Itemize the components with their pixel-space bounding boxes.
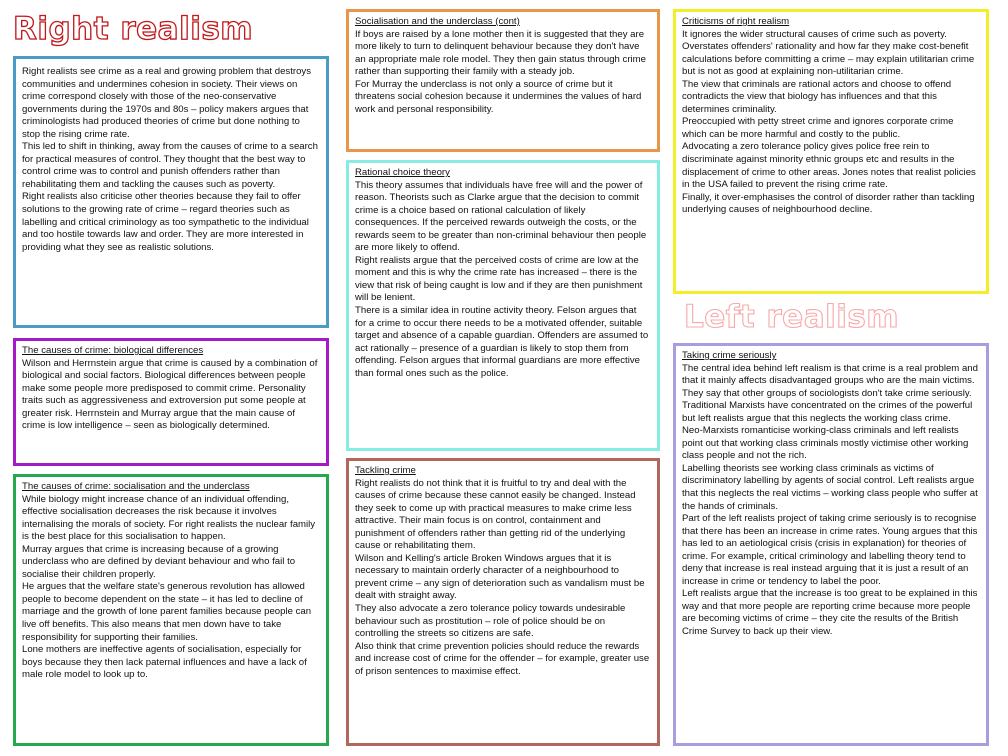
left-realism-paragraph: Left realists argue that the increase is too great to be explained in this way and that more people are reporting crime because more people are becoming victims of crime – they cite the results of the British Crime Survey to back up their view. — [682, 588, 978, 638]
tackling-crime-paragraph: Also think that crime prevention policies should reduce the rewards and increase cost of crime for the offender – for example, greater use of prison sentences to maximise effect. — [355, 640, 650, 677]
tackling-crime-paragraph: Wilson and Kelling's article Broken Windows argues that it is necessary to maintain orderly character of a neighbourhood to prevent crime – any sign of deterioration such as vandalism must be dealt with straight away. — [355, 552, 645, 602]
criticisms-box — [673, 9, 989, 294]
tackling-crime-box — [346, 458, 660, 746]
left-realism-paragraph: Part of the left realists project of taking crime seriously is to recognise that there has been an increase in crime rates. Young argues that this has led to an aetiological crisis (crisis in explanation) for theories of crime. For example, critical criminology and labelling theory tend to deny that increase is real instead arguing that it is just a result of an increase in crime or tendency to label the poor. — [682, 513, 978, 587]
rational-choice-paragraph: This theory assumes that individuals have free will and the power of reason. Theorists such as Clarke argue that the decision to commit crime is a choice based on rational calculation of likely consequences. If the perceived rewards outweigh the costs, or the rewards seem to be greater than non-criminal behaviour then people are more likely to offend. — [355, 179, 647, 254]
socialisation-paragraph: Lone mothers are ineffective agents of socialisation, especially for boys because they then lack paternal influences and have a lack of male role model to look up to. — [22, 644, 307, 681]
criticisms-paragraph: Overstates offenders' rationality and how far they make cost-benefit calculations before committing a crime – may explain utilitarian crime but is not as good at explaining non-utilitarian crime. — [682, 41, 975, 78]
rational-choice-paragraph: Right realists argue that the perceived costs of crime are low at the moment and this is why the crime rate has increased – there is the view that risk of being caught is low and if they are then punishment will be lenient. — [355, 254, 643, 304]
criticisms-paragraph: Preoccupied with petty street crime and ignores corporate crime which can be more harmful and costly to the public. — [682, 116, 954, 140]
rational-choice-paragraph: There is a similar idea in routine activity theory. Felson argues that for a crime to occur there needs to be a motivated offender, suitable target and absence of a capable guardian. Offenders are assumed to act rationally – presence of a guardian is likely to stop them from offending. Felson argues that informal guardians are more effective than formal ones such as the police. — [355, 305, 649, 379]
left-realism-paragraph: Neo-Marxists romanticise working-class criminals and left realists point out that working class criminals mostly victimise other working class people and not the rich. — [682, 425, 969, 462]
socialisation-paragraph: He argues that the welfare state's generous revolution has allowed people to become dependent on the state – it has led to decline of marriage and the growth of lone parent families because people can live off benefits. This also means that men down have to take responsibility for supporting their families. — [22, 581, 312, 643]
tackling-crime-heading: Tackling crime — [355, 465, 416, 476]
left-realism-title: Left realism — [684, 299, 900, 335]
left-realism-paragraph: Labelling theorists see working class criminals as victims of discriminatory labelling by agents of social control. Left realists argue that this neglects the real victims – working class people who suffer at the hands of criminals. — [682, 462, 978, 512]
underclass-cont-paragraph: For Murray the underclass is not only a source of crime but it threatens social cohesion because it undermines the values of hard work and personal responsibility. — [355, 78, 642, 115]
underclass-cont-paragraph: If boys are raised by a lone mother then it is suggested that they are more likely to turn to delinquent behaviour because they don't have an appropriate male role model. They then gain status through crime rather than supporting their family with a steady job. — [355, 28, 646, 78]
socialisation-box — [13, 474, 329, 746]
left-realism-paragraph: The central idea behind left realism is that crime is a real problem and that it mainly affects disadvantaged groups who are the main victims. They say that other groups of sociologists don't take crime seriously. — [682, 362, 978, 399]
criticisms-paragraph: It ignores the wider structural causes of crime such as poverty. — [682, 28, 947, 40]
intro-paragraph: This led to shift in thinking, away from the causes of crime to a search for practical measures of control. They thought that the best way to control crime was to control and punish offenders rather than rehabilitating them and tackling the causes such as poverty. — [22, 141, 318, 190]
biological-heading: The causes of crime: biological differences — [22, 345, 204, 356]
biological-paragraph: Wilson and Herrnstein argue that crime is caused by a combination of biological and social factors. Biological differences between people make some people more predisposed to commit crime. Personality traits such as aggressiveness and extroversion put some people at greater risk. Herrnstein and Murray argue that the main cause of crime is low intelligence – seen as biologically determined. — [22, 357, 318, 432]
intro-box — [13, 56, 329, 328]
socialisation-paragraph: While biology might increase chance of an individual offending, effective socialisation decreases the risk because it involves internalising the morals of society. For right realists the nuclear family is the best place for this socialisation to happen. — [22, 493, 316, 543]
rational-choice-heading: Rational choice theory — [355, 167, 450, 178]
biological-box — [13, 338, 329, 466]
criticisms-heading: Criticisms of right realism — [682, 16, 790, 27]
left-realism-heading: Taking crime seriously — [682, 350, 777, 361]
socialisation-paragraph: Murray argues that crime is increasing because of a growing underclass who are defined by deviant behaviour and who fail to socialise their children properly. — [22, 543, 296, 580]
intro-paragraph: Right realists also criticise other theories because they fail to offer solutions to the growing rate of crime – regard theories such as labelling and critical criminology as too sympathetic to the individual and too hostile towards law and order. They are more interested in providing what they see as realistic solutions. — [22, 191, 309, 253]
criticisms-paragraph: Advocating a zero tolerance policy gives police free rein to discriminate against minority ethnic groups etc and results in the displacement of crime to other areas. Jones notes that realist policies in the USA failed to prevent the rising crime rate. — [682, 141, 976, 191]
criticisms-paragraph: Finally, it over-emphasises the control of disorder rather than tackling underlying causes of neighbourhood decline. — [682, 191, 975, 216]
rational-choice-box — [346, 160, 660, 451]
right-realism-title: Right realism — [13, 11, 254, 47]
underclass-cont-heading: Socialisation and the underclass (cont) — [355, 16, 520, 27]
criticisms-paragraph: The view that criminals are rational actors and choose to offend contradicts the view that biology has influences and that this determines criminality. — [682, 78, 952, 115]
left-realism-paragraph: Traditional Marxists have concentrated on the crimes of the powerful but left realists argue that this neglects the working class crime. — [682, 400, 973, 424]
intro-paragraph: Right realists see crime as a real and growing problem that destroys communities and undermines cohesion in society. Their views on crime correspond closely with those of the neo-conservative governments during the 1970s and 80s – policy makers argues that criminologists had produced theories of crime but done nothing to stop the rising crime rate. — [22, 66, 312, 140]
left-realism-box — [673, 343, 989, 746]
underclass-cont-box — [346, 9, 660, 152]
tackling-crime-paragraph: They also advocate a zero tolerance policy towards undesirable behaviour such as prostitution – role of police should be on controlling the streets so citizens are safe. — [355, 603, 626, 640]
tackling-crime-paragraph: Right realists do not think that it is fruitful to try and deal with the causes of crime because these cannot easily be changed. Instead they seek to come up with practical measures to make crime less attractive. Their main focus is on control, containment and punishment of offenders rather than getting rid of the underlying cause or rehabilitating them. — [355, 477, 636, 552]
socialisation-heading: The causes of crime: socialisation and the underclass — [22, 481, 250, 492]
